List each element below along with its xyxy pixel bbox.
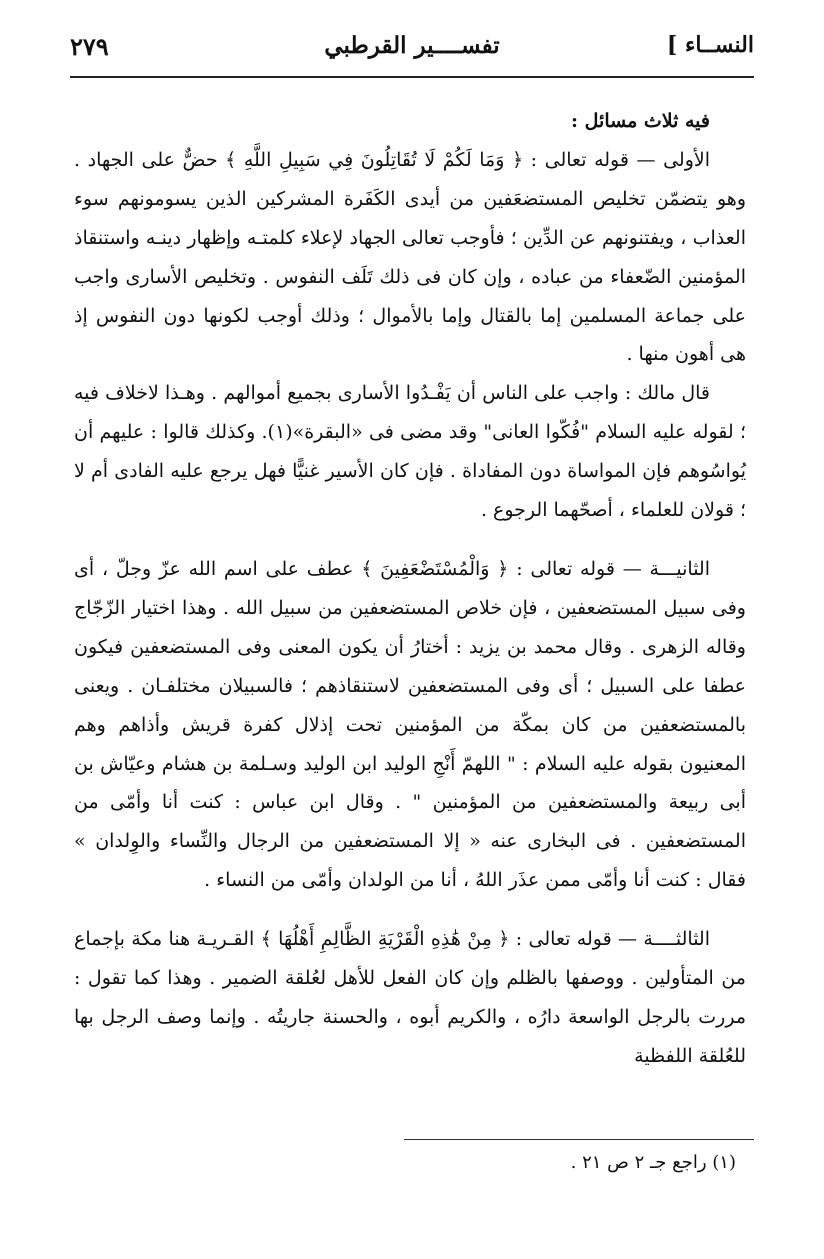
paragraph-second-issue: الثانيـــة — قوله تعالى : ﴿ وَالْمُسْتَضْعَفِينَ ﴾ عطف على اسم الله عزّ وجلّ ، أى وفى سبيل المستضعفين ، فإن خلاص المستضعفين من سبيل الله . وهذا اختيار الزّجّاج وقاله الزهرى . وقال محمد بن يزيد : أختارُ أن يكون المعنى وفى المستضعفين فيكون عطفا على السبيل ؛ أى وفى المستضعفين لاستنقاذهم ؛ فالسبيلان مختلفـان . ويعنى بالمستضعفين من كان بمكّة من المؤمنين تحت إذلال كفرة قريش وأذاهم وهم المعنيون بقوله عليه السلام : " اللهمّ أَنْجِ الوليد ابن الوليد وسـلمة بن هشام وعيّاش بن أبى ربيعة والمستضعفين من المؤمنين " . وقال ابن عباس : كنت أنا وأمّى من المستضعفين . فى البخارى عنه « إلا المستضعفين من الرجال والنِّساء والوِلدان » فقال : كنت أنا وأمّى ممن عذَر اللهُ ، أنا من الولدان وأمّى من النساء . bbox=[74, 557, 746, 892]
footnote: (١) راجع جـ ٢ ص ٢١ . bbox=[570, 1152, 736, 1173]
running-book-title: تفســــير القرطبي bbox=[324, 32, 500, 59]
paragraph-malik: قال مالك : واجب على الناس أن يَفْـدُوا الأسارى بجميع أموالهم . وهـذا لاخلاف فيه ؛ لقوله عليه السلام "فُكّوا العانى" وقد مضى فى «البقرة»(١). وكذلك قالوا : عليهم أن يُواسُوهم فإن المواساة دون المفاداة . فإن كان الأسير غنيًّا فهل يرجع عليه الفادى أم لا ؛ قولان للعلماء ، أصحّهما الرجوع . bbox=[74, 382, 746, 522]
intro-line: فيه ثلاث مسائل : bbox=[571, 110, 710, 132]
main-text bbox=[74, 102, 746, 1076]
paragraph-first-issue: الأولى — قوله تعالى : ﴿ وَمَا لَكُمْ لَا تُقَاتِلُونَ فِي سَبِيلِ اللَّهِ ﴾ حضٌّ على الجهاد . وهو يتضمّن تخليص المستضعَفين من أيدى الكَفَرة المشركين الذين يسومونهم سوء العذاب ، ويفتنونهم عن الدِّين ؛ فأوجب تعالى الجهاد لإعلاء كلمتـه وإظهار دينـه واستنقاذ المؤمنين الضّعفاء من عباده ، وإن كان فى ذلك تَلَف النفوس . وتخليص الأسارى واجب على جماعة المسلمين إما بالقتال وإما بالأموال ؛ وذلك أوجب لكونها دون النفوس إذ هى أهون منها . bbox=[74, 148, 746, 366]
paragraph-spacer bbox=[74, 900, 746, 920]
footnote-rule bbox=[404, 1139, 754, 1140]
page-number: ٢٧٩ bbox=[70, 32, 109, 61]
paragraph-third-issue: الثالثــــة — قوله تعالى : ﴿ مِنْ هَٰذِهِ الْقَرْيَةِ الظَّالِمِ أَهْلُهَا ﴾ القـريـة هنا مكة بإجماع من المتأولين . ووصفها بالظلم وإن كان الفعل للأهل لعُلقة الضمير . وهذا كما تقول : مررت بالرجل الواسعة دارُه ، والكريم أبوه ، والحسنة جاريتُه . وإنما وصف الرجل بها للعُلقة اللفظية bbox=[74, 928, 746, 1067]
paragraph-spacer bbox=[74, 530, 746, 550]
page-header bbox=[70, 28, 754, 72]
running-section-title: النســاء ] bbox=[666, 32, 754, 58]
header-rule bbox=[70, 76, 754, 78]
